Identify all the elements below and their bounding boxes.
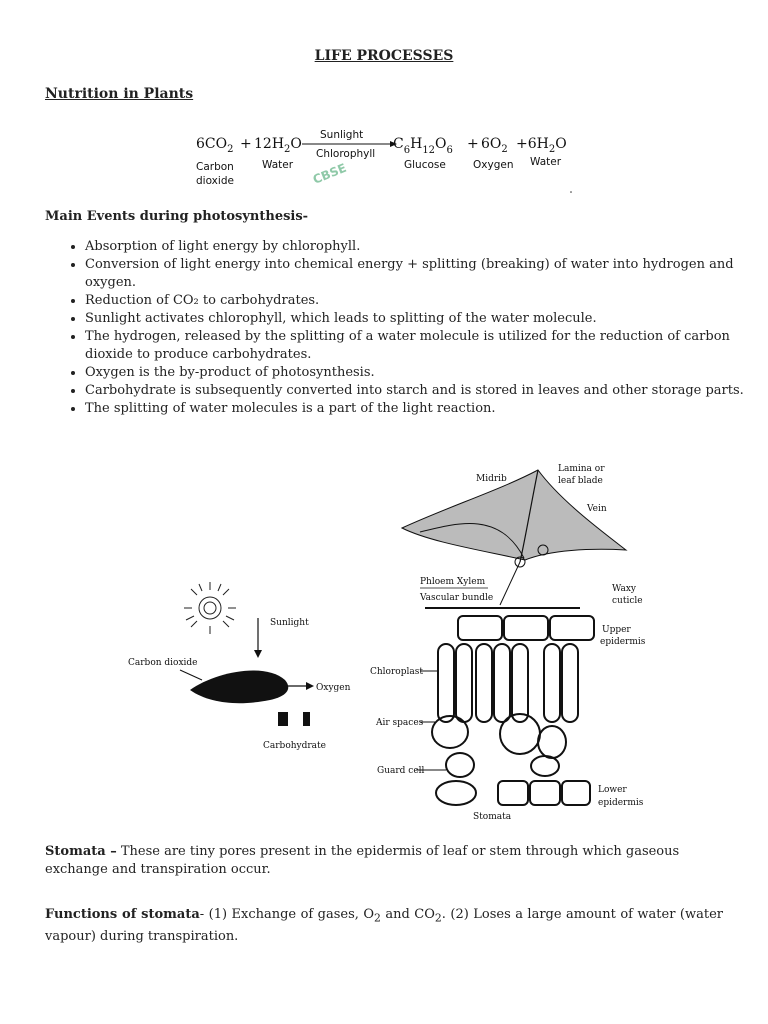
functions-sub-1: 2 [374, 911, 381, 925]
eq-arrow-bottom: Chlorophyll [316, 148, 376, 160]
svg-text:6O2 [481, 136, 508, 155]
spongy-cells [432, 714, 566, 777]
list-item: • Conversion of light energy into chemical energy + splitting (breaking) of water into hydrogen and oxygen. [85, 256, 765, 292]
events-heading: Main Events during photosynthesis- [45, 209, 309, 224]
section-heading: Nutrition in Plants [45, 86, 194, 102]
stomata-definition [45, 843, 723, 879]
label-stomata: Stomata [473, 812, 512, 822]
eq-product3-tail: O [555, 136, 567, 152]
label-lower-2: epidermis [598, 798, 644, 808]
label-carbon-dioxide: Carbon dioxide [128, 658, 198, 668]
co2-arrow [180, 670, 202, 680]
sun-icon [184, 582, 236, 634]
list-item: • Carbohydrate is subsequently converted into starch and is stored in leaves and other storage parts. [85, 382, 765, 400]
eq-plus2: + [467, 136, 479, 152]
label-waxy-2: cuticle [612, 596, 643, 606]
functions-text-1: - (1) Exchange of gases, O [199, 907, 375, 922]
list-item: • Sunlight activates chlorophyll, which leads to splitting of the water molecule. [85, 310, 765, 328]
eq-product1-sub3: 6 [446, 145, 453, 156]
zoom-line [500, 562, 520, 605]
svg-text:C6H12O6 [393, 136, 453, 156]
svg-text:12H2O [254, 136, 302, 155]
label-vein: Vein [587, 504, 607, 514]
eq-product1-h: H [410, 136, 423, 152]
label-chloroplast: Chloroplast [370, 667, 423, 677]
eq-product2: 6O [481, 136, 502, 152]
oxygen-arrowhead [306, 682, 314, 690]
functions-text-3: . (2) Loses a large amount of water (water vapour) during transpiration. [45, 907, 723, 944]
stomata-functions [45, 906, 723, 946]
label-midrib: Midrib [476, 474, 507, 484]
list-item: • Oxygen is the by-product of photosynthesis. [85, 364, 765, 382]
speck [570, 191, 572, 193]
label-upper-1: Upper [602, 625, 631, 635]
watermark: CBSE [310, 160, 349, 187]
eq-product3: +6H [516, 136, 549, 152]
lower-epidermis [436, 781, 590, 805]
carbohydrate-block [303, 712, 310, 726]
eq-product1-o: O [435, 136, 447, 152]
eq-label-glucose: Glucose [404, 159, 446, 171]
sunlight-arrowhead [254, 650, 262, 658]
carbohydrate-block [278, 712, 288, 726]
page-title: LIFE PROCESSES [314, 48, 454, 64]
svg-text:6CO2 [196, 136, 233, 155]
label-air-spaces: Air spaces [376, 718, 424, 728]
label-oxygen: Oxygen [316, 683, 351, 693]
label-lower-1: Lower [598, 785, 627, 795]
functions-sub-2: 2 [434, 911, 442, 925]
list-item: • The hydrogen, released by the splitting of a water molecule is utilized for the reduction of carbon dioxide to produce carbohydrates. [85, 328, 765, 364]
functions-text-2: and CO [380, 907, 435, 922]
upper-epidermis [458, 616, 594, 640]
label-guard-cell: Guard cell [377, 766, 425, 776]
eq-reactant1: 6CO [196, 136, 228, 152]
eq-plus1: + [240, 136, 252, 152]
eq-reactant2-sub: 2 [284, 144, 291, 155]
label-sunlight: Sunlight [270, 618, 309, 628]
eq-reactant2-tail: O [290, 136, 302, 152]
stomata-term: Stomata – [45, 844, 117, 859]
eq-arrow-top: Sunlight [320, 129, 364, 141]
label-carbohydrate: Carbohydrate [263, 741, 326, 751]
functions-term: Functions of stomata [45, 907, 200, 922]
label-upper-2: epidermis [600, 637, 646, 647]
palisade-cells [438, 644, 578, 722]
eq-product1-sub1: 6 [403, 145, 411, 156]
eq-label-water1: Water [262, 159, 294, 171]
list-item: • Absorption of light energy by chlorophyll. [85, 238, 765, 256]
label-phloem-xylem: Phloem Xylem [420, 577, 486, 587]
eq-label-water2: Water [530, 156, 562, 168]
eq-label-dioxide: dioxide [196, 175, 234, 187]
eq-reactant1-sub: 2 [227, 144, 234, 155]
eq-reactant2: 12H [254, 136, 285, 152]
label-vascular-bundle: Vascular bundle [420, 593, 494, 603]
eq-product1-c: C [393, 136, 404, 152]
label-lamina-1: Lamina or [558, 464, 605, 474]
eq-product1-sub2: 12 [422, 145, 436, 156]
eq-product3-sub: 2 [548, 144, 556, 155]
label-waxy-1: Waxy [612, 584, 636, 594]
svg-text:+6H2O [516, 136, 567, 155]
leaf-shape [190, 671, 288, 704]
eq-product2-sub: 2 [501, 144, 508, 155]
list-item: • Reduction of CO₂ to carbohydrates. [85, 292, 765, 310]
photosynthesis-figure [120, 450, 646, 830]
eq-label-carbon: Carbon [196, 161, 234, 173]
events-list [45, 238, 765, 418]
stomata-text: These are tiny pores present in the epidermis of leaf or stem through which gaseous exchange and transpiration occur. [45, 844, 680, 877]
photosynthesis-equation [190, 122, 590, 197]
eq-label-oxygen: Oxygen [473, 159, 514, 171]
list-item: • The splitting of water molecules is a part of the light reaction. [85, 400, 765, 418]
label-lamina-2: leaf blade [558, 476, 603, 486]
